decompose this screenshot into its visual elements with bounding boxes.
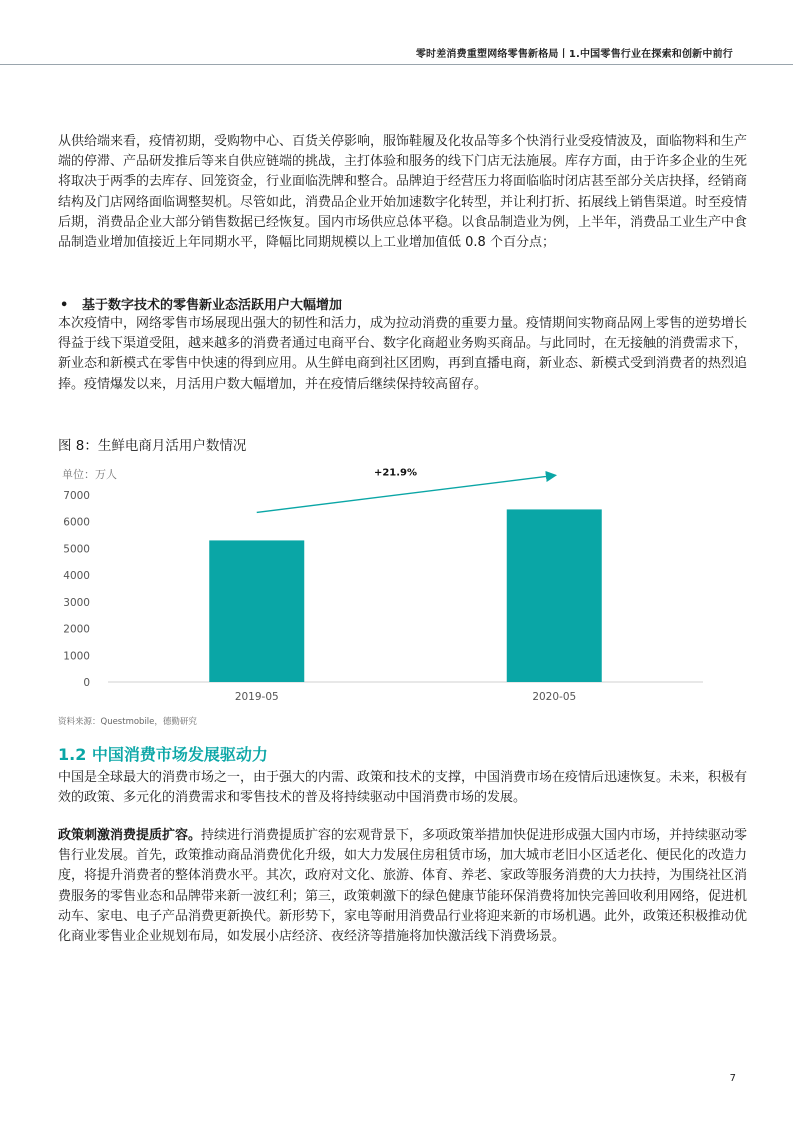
y-tick-label: 2000	[63, 623, 90, 636]
figure-caption: 图 8：生鲜电商月活用户数情况	[58, 438, 247, 454]
y-tick-label: 5000	[63, 543, 90, 556]
paragraph-market-overview: 中国是全球最大的消费市场之一，由于强大的内需、政策和技术的支撑，中国消费市场在疫情后迅速恢复。未来，积极有效的政策、多元化的消费需求和零售技术的普及将持续驱动中国消费市场的发展。	[58, 770, 748, 806]
paragraph-supply-side: 从供给端来看，疫情初期，受购物中心、百货关停影响，服饰鞋履及化妆品等多个快消行业受疫情波及，面临物料和生产端的停滞、产品研发推后等来自供应链端的挑战，主打体验和服务的线下门店无法施展。库存方面，由于许多企业的生死将取决于两季的去库存、回笼资金，行业面临洗牌和整合。品牌迫于经营压力将面临临时闭店甚至部分关店抉择，经销商结构及门店网络面临调整契机。尽管如此，消费品企业开始加速数字化转型，并让利打折、拓展线上销售渠道。时至疫情后期，消费品企业大部分销售数据已经恢复。国内市场供应总体平稳。以食品制造业为例，上半年，消费品工业生产中食品制造业增加值接近上年同期水平，降幅比同期规模以上工业增加值低 0.8 个百分点；	[58, 134, 748, 251]
bullet-heading-text: 基于数字技术的零售新业态活跃用户大幅增加	[82, 298, 343, 313]
chart-unit-label: 单位：万人	[62, 468, 117, 481]
y-tick-label: 7000	[63, 490, 90, 502]
page-number: 7	[729, 1073, 736, 1084]
bar-chart	[58, 460, 708, 710]
x-tick-label: 2019-05	[234, 691, 279, 703]
bar-2020-05	[507, 509, 602, 682]
y-tick-label: 1000	[63, 650, 90, 663]
bullet-heading	[60, 294, 342, 313]
section-heading: 1.2 中国消费市场发展驱动力	[58, 745, 268, 764]
y-tick-label: 3000	[63, 596, 90, 609]
growth-label: +21.9%	[373, 467, 418, 479]
chart-source: 资料来源：Questmobile，德勤研究	[58, 717, 197, 727]
y-tick-label: 6000	[63, 516, 90, 529]
running-header: 零时差消费重塑网络零售新格局丨1.中国零售行业在探索和创新中前行	[415, 49, 733, 60]
bar-2019-05	[209, 540, 304, 682]
y-tick-label: 4000	[63, 570, 90, 583]
growth-arrow	[257, 475, 555, 512]
paragraph-policy-body: 持续进行消费提质扩容的宏观背景下，多项政策举措加快促进形成强大国内市场，并持续驱动零售行业发展。首先，政策推动商品消费优化升级，如大力发展住房租赁市场，加大城市老旧小区适老化、便民化的改造力度，将提升消费者的整体消费水平。其次，政府对文化、旅游、体育、养老、家政等服务消费的大力扶持，为围绕社区消费服务的零售业态和品牌带来新一波红利；第三，政策刺激下的绿色健康节能环保消费将加快完善回收利用网络，促进机动车、家电、电子产品消费更新换代。新形势下，家电等耐用消费品行业将迎来新的市场机遇。此外，政策还积极推动优化商业零售业企业规划布局，如发展小店经济、夜经济等措施将加快激活线下消费场景。	[58, 828, 748, 945]
bullet-icon: •	[60, 298, 69, 313]
paragraph-policy-lead: 政策刺激消费提质扩容。	[58, 828, 202, 843]
x-tick-label: 2020-05	[532, 691, 577, 703]
paragraph-digital-retail: 本次疫情中，网络零售市场展现出强大的韧性和活力，成为拉动消费的重要力量。疫情期间实物商品网上零售的逆势增长得益于线下渠道受阻，越来越多的消费者通过电商平台、数字化商超业务购买商品。与此同时，在无接触的消费需求下，新业态和新模式在零售中快速的得到应用。从生鲜电商到社区团购，再到直播电商，新业态、新模式受到消费者的热烈追捧。疫情爆发以来，月活用户数大幅增加，并在疫情后继续保持较高留存。	[58, 316, 748, 392]
y-tick-label: 0	[83, 677, 90, 689]
paragraph-policy	[58, 826, 748, 947]
header-divider	[0, 64, 793, 65]
